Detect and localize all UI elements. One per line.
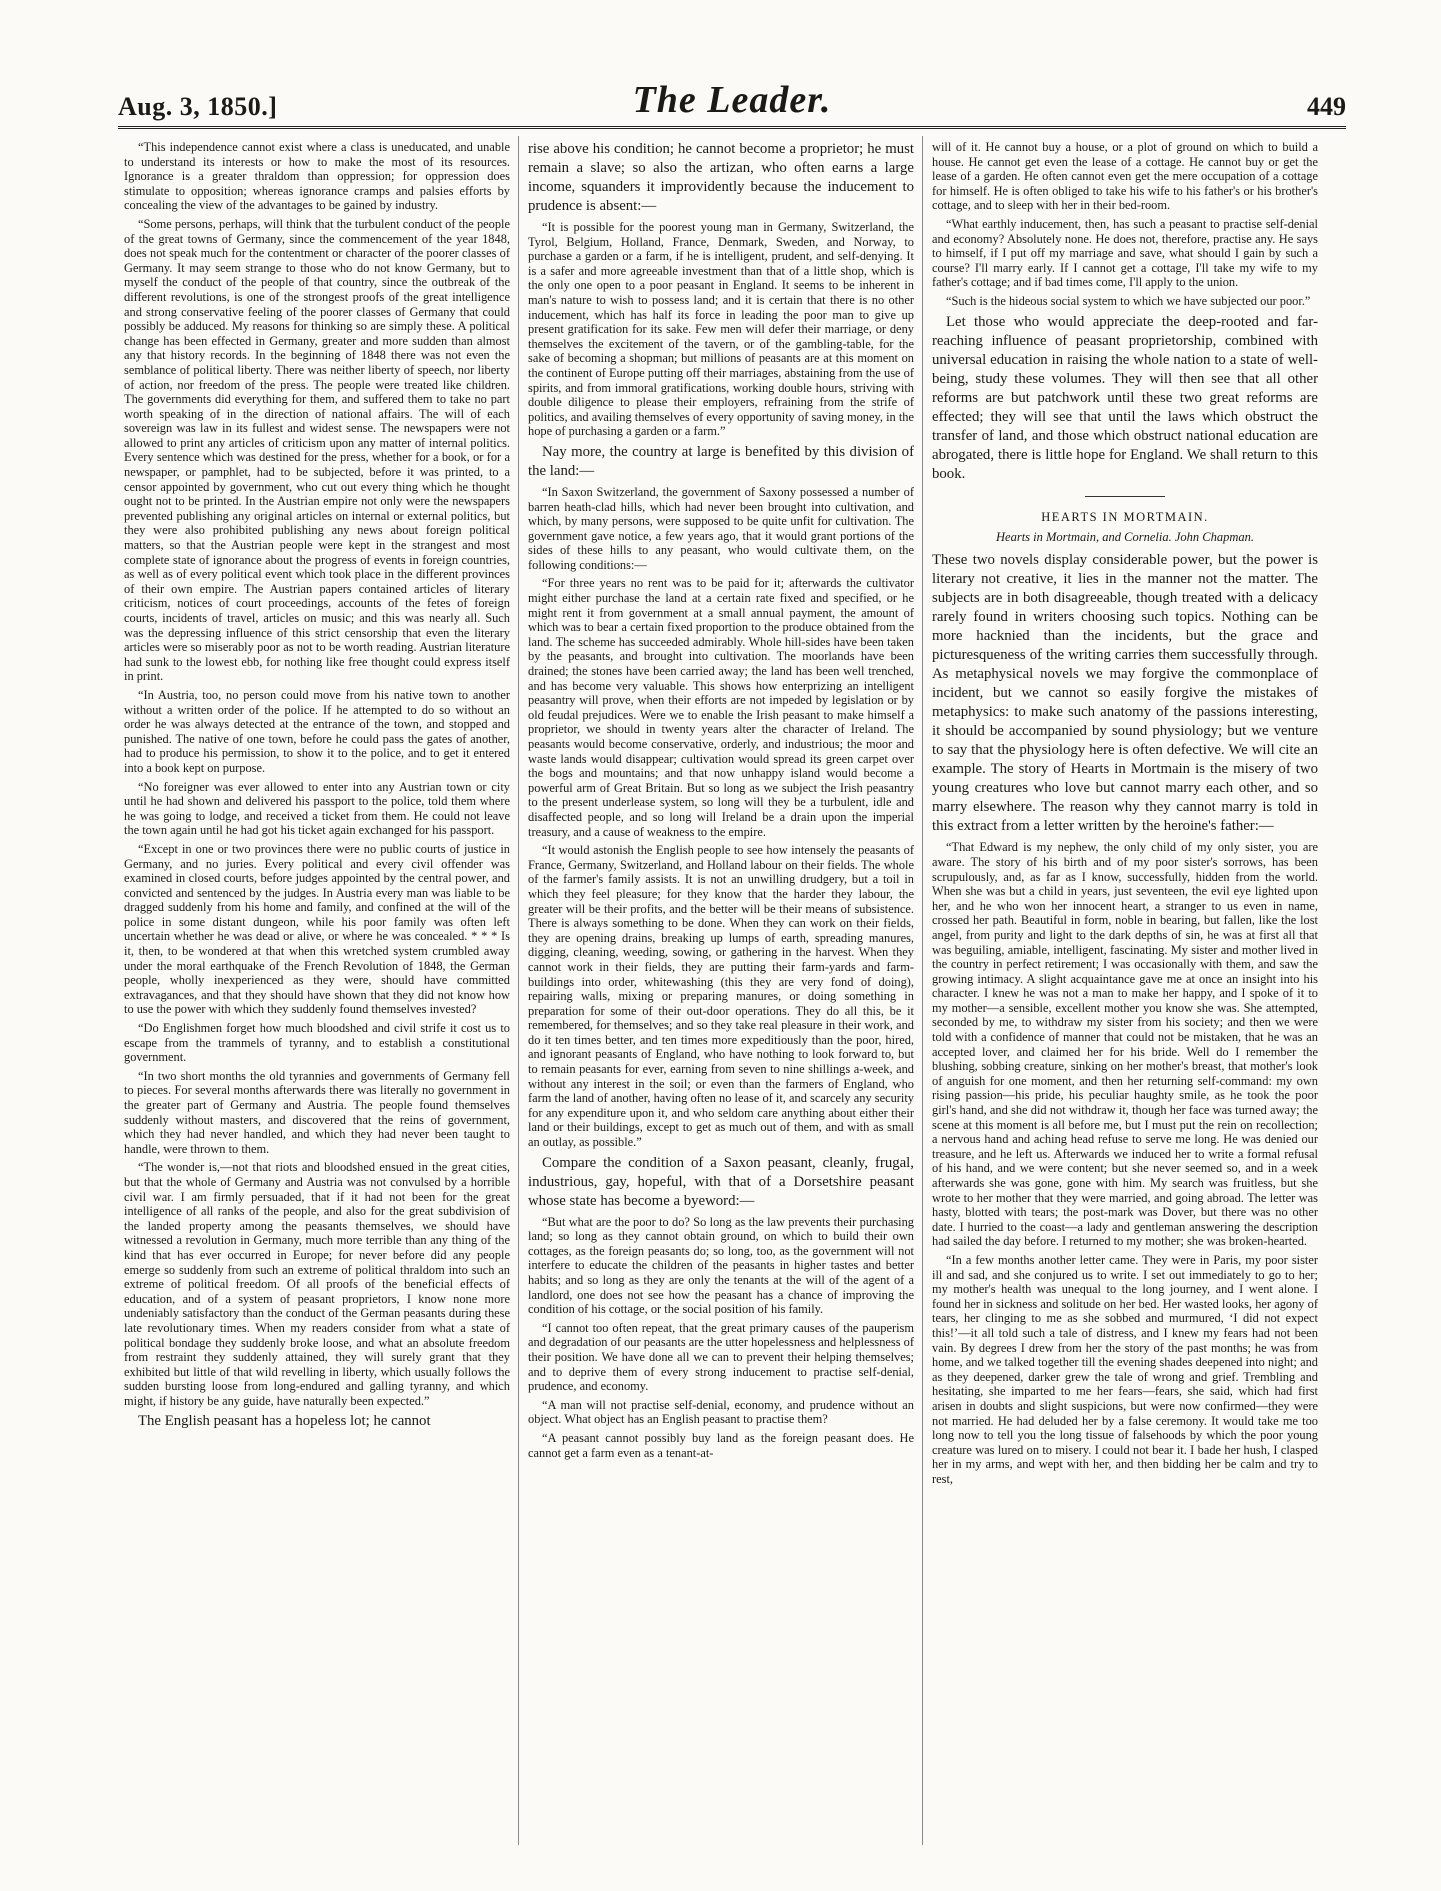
paragraph: “Except in one or two provinces there were no public courts of justice in Germany, and no juries. Every political and every civil offender was examined in closed courts, before judges appointed by the central power, and convicted and sentenced by the judges. In Austria every man was liable to be dragged suddenly from his home and family, and confined at the will of the police in some distant dungeon, while his poor family was often left uncertain whether he was dead or alive, or where he was concealed. * * * Is it, then, to be wondered at that when this wretched system crumbled away under the moral earthquake of the French Revolution of 1848, the German people, wholly inexperienced as they were, should have committed extravagances, and that they should have shown that they did not know how to use the power with which they suddenly found themselves invested?	[124, 841, 510, 1017]
paragraph: “Such is the hideous social system to which we have subjected our poor.”	[946, 293, 1311, 308]
paragraph: Let those who would appreciate the deep-rooted and far-reaching influence of peasant proprietorship, combined with universal education in raising the whole nation to a state of well-being, study these volumes. They will then see that all other reforms are but patchwork until these two great reforms are effected; they will see that until the laws which obstruct the transfer of land, and those which obstruct national education are abrogated, there is little hope for England. We shall return to this book.	[932, 313, 1318, 482]
column-divider	[518, 136, 519, 1845]
paragraph: “No foreigner was ever allowed to enter into any Austrian town or city until he had shown and delivered his passport to the police, told them where he was going to lodge, and received a ticket from them. He could not leave the town again until he had got his ticket again exchanged for his passport.	[124, 779, 510, 838]
review-heading: HEARTS IN MORTMAIN.	[1041, 509, 1209, 524]
paragraph: “A peasant cannot possibly buy land as the foreign peasant does. He cannot get a farm even as a tenant-at-	[528, 1430, 914, 1460]
paragraph: “In a few months another letter came. They were in Paris, my poor sister ill and sad, and she conjured us to write. I set out immediately to go to her; my mother's health was unequal to the long journey, and I went alone. I found her in sickness and solitude on her bed. Her wasted looks, her agony of tears, her clinging to me as she sobbed and murmured, ‘I did not expect this!’—it all told such a tale of distress, and I knew my fears had not been vain. By degrees I drew from her the story of the past months; he was from home, and we talked together till the evening shades deepened into night; and as they deepened, darker grew the tale of wrong and grief. Trembling and hesitating, she imparted to me her fears—fears, she said, which had first arisen in doubts and slight suspicions, but were now confirmed—they were not married. He had deluded her by a false ceremony. It would take me too long now to tell you the long tissue of falsehoods by which the poor young creature was lured on to misery. I could not bear it. I bade her hush, I clasped her in my arms, and wept with her, and then bidding her be calm and try to rest,	[932, 1252, 1318, 1486]
paragraph: These two novels display considerable power, but the power is literary not creative, it lies in the manner not the matter. The subjects are in both disagreeable, though treated with a delicacy rarely found in writers choosing such topics. Nothing can be more hacknied than the incidents, but the grace and picturesqueness of the writing carries them successfully through. As metaphysical novels we may forgive the commonplace of incident, but we cannot so easily forgive the mistakes of metaphysics: to make such anatomy of the passions interesting, it should be accompanied by sound physiology; but we venture to say that the physiology here is often defective. We will cite an example. The story of Hearts in Mortmain is the misery of two young creatures who love but cannot marry each other, and so marry elsewhere. The reason why they cannot marry is told in this extract from a letter written by the heroine's father:—	[932, 552, 1318, 835]
paragraph: “This independence cannot exist where a class is uneducated, and unable to understand its interests or how to make the most of its resources. Ignorance is a greater thraldom than oppression; for oppression does stimulate to opposition; whereas ignorance cramps and palsies efforts by concealing the view of the advantages to be gained by industry.	[124, 140, 510, 213]
newspaper-title: The Leader.	[632, 79, 832, 121]
paragraph: “Some persons, perhaps, will think that the turbulent conduct of the people of the great towns of Germany, since the commencement of the year 1848, does not speak much for the contentment or character of the poorer classes of Germany. It may seem strange to those who do not know Germany, but to myself the conduct of the people of that country, since the outbreak of the different revolutions, is one of the strongest proofs of the great intelligence and strong conservative feeling of the poorer classes of Germany that could possibly be adduced. My reasons for thinking so are simply these. A political change has been effected in Germany, greater and more sudden than almost any that history records. In the beginning of 1848 there was not even the semblance of political liberty. There was neither liberty of speech, nor liberty of action, nor freedom of the press. The people were treated like children. The governments did everything for them, and suffered them to take no part worth speaking of in the direction of national affairs. The will of each sovereign was law in its fullest and widest sense. The newspapers were not allowed to print any articles of criticism upon any matter of internal politics. Every sentence which was destined for the press, whether for a book, or for a newspaper, or pamphlet, had to be subjected, before it was printed, to a censor appointed by government, who cut out every thing which he thought ought not to be printed. In the Austrian empire not only were the newspapers prevented publishing any original articles on internal or external politics, but they were also prohibited publishing any news about foreign political matters, so that the Austrian people were kept in the strangest and most complete state of ignorance about the progress of events in foreign countries, as well as of every political event which took place in the different provinces of their own empire. The Austrian papers contained articles of literary criticism, notices of court proceedings, accounts of the fetes of foreign courts, incidents of travel, articles on music; and this was nearly all. Such was the depressing influence of this strict censorship that even the literary articles were so miserably poor as not to be worth reading. Austrian literature had sunk to the lowest ebb, for nothing like free thought could express itself in print.	[124, 216, 510, 684]
page-number: 449	[1307, 92, 1346, 121]
paragraph: “That Edward is my nephew, the only child of my only sister, you are aware. The story of his birth and of my poor sister's sorrows, has been scrupulously, and, as far as I know, successfully, hidden from the world. When she was but a child in years, just seventeen, the evil eye lighted upon her, and he who won her innocent heart, a stranger to us even in name, crossed her path. Beautiful in form, noble in bearing, but fallen, like the lost angel, from purity and light to the dark depths of sin, he was at first all that was beguiling, amiable, intelligent, fascinating. My sister and mother lived in the country in perfect retirement; I was occasionally with them, and saw the growing intimacy. A slight acquaintance gave me at once an insight into his character. I knew he was not a man to make her happy, and I spoke of it to my mother—a sensible, excellent mother you know she was. She attempted, seconded by me, to withdraw my sister from his society; and then we were told with a confidence of manner that could not be mistaken, that he was an accepted lover, and claimed her for his bride. Well do I remember the blushing, sobbing creature, sinking on her mother's breast, that mother's look of anguish for one moment, and then her returning self-command: my own rising passion—his pride, his peculiar haughty smile, as he took the poor girl's hand, and she did not withdraw it, though her face was turned away; the scene at this moment is all before me, but I must put the rein on recollection; a nervous hand and aching head refuse to serve me long. He was denied our treasure, and he left us. Afterwards we induced her to write a formal refusal of his hand, and we were content; but she never seemed so, and in a week afterwards she was gone, gone with him. My search was fruitless, but she wrote to her mother that they were married, and going abroad. The letter was hasty, blotted with tears; the post-mark was Dover, but there was no other date. I hurried to the coast—a lady and gentleman answering the description had sailed the day before. I returned to my mother; she was broken-hearted.	[932, 840, 1318, 1249]
paragraph: “In Austria, too, no person could move from his native town to another without a written order of the police. If he attempted to do so without an order he was always detected at the entrance of the town, and stopped and punished. The native of one town, before he could pass the gates of another, had to produce his permission, to show it to the police, and to get it entered into a book kept on purpose.	[124, 687, 510, 775]
masthead	[118, 64, 1346, 122]
text-column-3	[932, 140, 1318, 1849]
column-divider	[922, 136, 923, 1845]
column-3-lower	[932, 551, 1318, 1486]
paragraph: “What earthly inducement, then, has such a peasant to practise self-denial and economy? Absolutely none. He does not, therefore, practise any. He says to himself, if I put off my marriage and save, what should I gain by such a course? I'll marry early. If I cannot get a cottage, I'll take my wife to my father's cottage; and if bad times come, I'll apply to the union.	[932, 216, 1318, 290]
paragraph: “It is possible for the poorest young man in Germany, Switzerland, the Tyrol, Belgium, Holland, France, Denmark, Sweden, and Norway, to purchase a garden or a farm, if he is intelligent, prudent, and self-denying. It is a safer and more agreeable investment than that of a little shop, which is the only one open to a poor peasant in England. It seems to be inherent in man's nature to wish to possess land; and it is certain that there is no other inducement, which has half its force in leading the poor man to give up present gratification for its sake. Few men will defer their marriage, or deny themselves the excitement of the tavern, or of the gambling-table, for the sake of becoming a shopman; but millions of peasants are at this moment on the continent of Europe putting off their marriages, abstaining from the use of spirits, and from immoral gratifications, working double hours, striving with double diligence to please their employers, refraining from the strife of politics, and availing themselves of every opportunity of saving money, in the hope of purchasing a garden or a farm.”	[528, 220, 914, 439]
paragraph: “But what are the poor to do? So long as the law prevents their purchasing land; so long as they cannot obtain ground, on which to build their own cottages, as the foreign peasants do; so long, too, as the government will not interfere to educate the children of the peasants in higher tastes and better habits; and so long as they are only the tenants at the will of the agent of a landlord, one does not see how the peasant has a chance of improving the condition of his cottage, or the social position of his family.	[528, 1214, 914, 1317]
section-rule	[1085, 496, 1165, 497]
review-subheading: Hearts in Mortmain, and Cornelia. John Chapman.	[996, 529, 1254, 544]
column-3-upper	[932, 140, 1318, 484]
paragraph: Nay more, the country at large is benefited by this division of the land:—	[528, 443, 914, 479]
paragraph: “I cannot too often repeat, that the great primary causes of the pauperism and degradation of our peasants are the utter hopelessness and helplessness of their position. We have done all we can to prevent their helping themselves; and to deprive them of every strong inducement to practise self-denial, prudence, and economy.	[528, 1320, 914, 1394]
text-column-2	[528, 140, 914, 1849]
paragraph: “In Saxon Switzerland, the government of Saxony possessed a number of barren heath-clad hills, which had never been brought into cultivation, and which, by many persons, were supposed to be quite unfit for cultivation. The government gave notice, a few years ago, that it would grant portions of the sides of these hills to any peasant, who would cultivate them, on the following conditions:—	[528, 484, 914, 572]
paragraph: “Do Englishmen forget how much bloodshed and civil strife it cost us to escape from the trammels of tyranny, and to establish a constitutional government.	[124, 1021, 510, 1065]
paragraph: “For three years no rent was to be paid for it; afterwards the cultivator might either purchase the land at a certain rate fixed and specified, or he might rent it from government at a small annual payment, the amount of which was to bear a certain fixed proportion to the produce obtained from the land. The scheme has succeeded admirably. Whole hill-sides have been taken by the peasants, and brought into cultivation. The moorlands have been drained; the stones have been carried away; the land has been well trenched, and has become very valuable. This shows how enterprizing an intelligent peasantry will prove, when their efforts are not impeded by legislation or by old feudal prejudices. Were we to enable the Irish peasant to make himself a proprietor, we should in twenty years alter the character of Ireland. The peasants would become conservative, orderly, and industrious; the moor and waste lands would disappear; cultivation would spread its green carpet over the bogs and mountains; and that now unhappy island would become a powerful arm of Great Britain. But so long as we subject the Irish peasantry to the present underlease system, so long will they be a turbulent, idle and disaffected people, and so long will Ireland be a drain upon the imperial treasury, and a cause of weakness to the empire.	[528, 576, 914, 839]
issue-date: Aug. 3, 1850.]	[118, 92, 278, 121]
paragraph: “The wonder is,—not that riots and bloodshed ensued in the great cities, but that the whole of Germany and Austria was not convulsed by a horrible civil war. I am firmly persuaded, that if it had not been for the great intelligence of all ranks of the people, and also for the great subdivision of the landed property among the peasants themselves, we should have witnessed a revolution in Germany, much more terrible than any thing of the kind that has ever occurred in Europe; for never before did any people emerge so suddenly from such an extreme of political thraldom into such an extreme of political freedom. Of all proofs of the beneficial effects of education, and of a system of peasant proprietors, I know none more undeniably satisfactory than the conduct of the German peasants during these late revolutionary times. When my readers consider from what a state of political bondage they suddenly broke loose, and what an absolute freedom from restraint they suddenly attained, they will surely grant that they exhibited but little of that wild revelling in liberty, which usually follows the sudden bursting loose from long-endured and galling tyranny, and which might, if history be any guide, have naturally been expected.”	[124, 1160, 510, 1408]
paragraph: “A man will not practise self-denial, economy, and prudence without an object. What object has an English peasant to practise them?	[528, 1397, 914, 1427]
paragraph: The English peasant has a hopeless lot; he cannot	[138, 1413, 431, 1430]
text-column-1	[124, 140, 510, 1849]
masthead-rule	[118, 126, 1346, 129]
paragraph: will of it. He cannot buy a house, or a plot of ground on which to build a house. He cannot get even the lease of a cottage. He cannot buy or get the lease of a garden. He often cannot even get the mere occupation of a cottage for himself. He is often obliged to take his wife to his father's or his brother's cottage, and to sleep with her in their bed-room.	[932, 140, 1318, 213]
paragraph: Compare the condition of a Saxon peasant, cleanly, frugal, industrious, gay, hopeful, with that of a Dorsetshire peasant whose state has become a byeword:—	[528, 1154, 914, 1209]
paragraph: “It would astonish the English people to see how intensely the peasants of France, Germany, Switzerland, and Holland labour on their fields. The whole of the farmer's family assists. It is not an unwilling drudgery, but a toil in which they feel pleasure; for they know that the harder they labour, the greater will be their profits, and the better will be their means of subsistence. There is always something to be done. When they can work on their fields, they are opening drains, breaking up lumps of earth, spreading manures, digging, cleaning, weeding, sowing, or gathering in the harvest. When they cannot work in their fields, they are putting their farm-yards and farm-buildings into order, whitewashing (this they are very fond of doing), repairing walls, mixing or preparing manures, or doing something in preparation for some of their out-door operations. They do all this, be it remembered, for themselves; and so they take real pleasure in their work, and do it ten times better, and ten times more expeditiously than the poor, hired, and ignorant peasants of England, who have nothing to look forward to, but to remain peasants for ever, earning from seven to nine shillings a-week, and without any interest in the soil; or even than the farmers of England, who farm the land of another, having often no lease of it, and scarcely any security for any expenditure upon it, and who seldom care anything about either their land or their buildings, except to get as much out of them, and with as small an outlay, as possible.”	[528, 843, 914, 1150]
paragraph: rise above his condition; he cannot become a proprietor; he must remain a slave; so also the artizan, who often earns a large income, squanders it improvidently because the inducement to prudence is absent:—	[528, 141, 914, 214]
paragraph: “In two short months the old tyrannies and governments of Germany fell to pieces. For several months afterwards there was literally no government in the greater part of Germany and Austria. The people found themselves suddenly without masters, and discovered that the reins of government, which they had never handled, and which they had never been taught to handle, were thrown to them.	[124, 1068, 510, 1156]
